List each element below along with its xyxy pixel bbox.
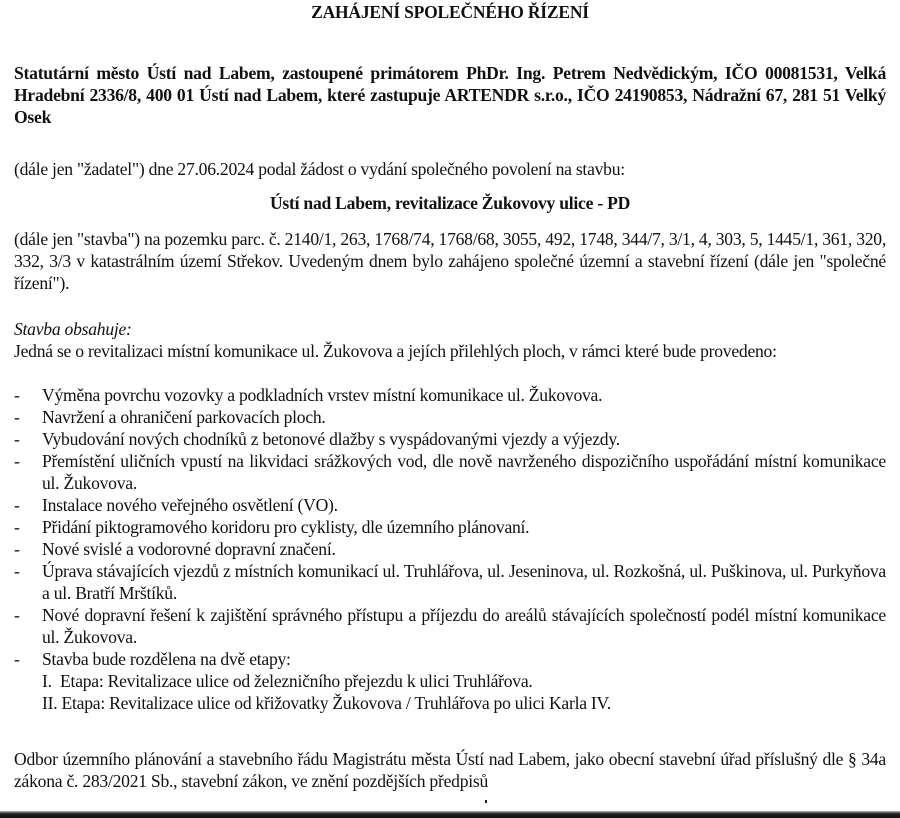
applicant-paragraph: Statutární město Ústí nad Labem, zastoupené primátorem PhDr. Ing. Petrem Nedvědickým, IČO 00081531, Velká Hradební 2336/8, 400 01 Ústí nad Labem, které zastupuje ARTENDR s.r.o., IČO 24190853, Nádražní 67, 281 51 Velký Osek	[14, 63, 886, 127]
authority-paragraph: Odbor územního plánování a stavebního řádu Magistrátu města Ústí nad Labem, jako obecní stavební úřad příslušný dle § 34a zákona č. 283/2021 Sb., stavební zákon, ve znění pozdějších předpisů	[14, 749, 886, 791]
dash-bullet: -	[14, 649, 20, 669]
list-item: - Navržení a ohraničení parkovacích ploch.	[14, 407, 326, 427]
contents-list	[14, 384, 886, 714]
dash-bullet: -	[14, 605, 20, 625]
request-paragraph: (dále jen "žadatel") dne 27.06.2024 podal žádost o vydání společného povolení na stavbu:	[14, 159, 625, 179]
page-mark	[485, 800, 487, 803]
contents-heading: Stavba obsahuje:	[14, 319, 132, 339]
parcels-paragraph: (dále jen "stavba") na pozemku parc. č. 2140/1, 263, 1768/74, 1768/68, 3055, 492, 1748, 344/7, 3/1, 4, 303, 5, 1445/1, 361, 320, 332, 3/3 v katastrálním území Střekov. Uvedeným dnem bylo zahájeno společné územní a stavební řízení (dále jen "společné řízení").	[14, 229, 886, 293]
list-item: - Přidání piktogramového koridoru pro cyklisty, dle územního plánovaní.	[14, 517, 530, 537]
document-title: ZAHÁJENÍ SPOLEČNÉHO ŘÍZENÍ	[311, 2, 589, 22]
dash-bullet: -	[14, 495, 20, 515]
dash-bullet: -	[14, 385, 20, 405]
dash-bullet: -	[14, 561, 20, 581]
dash-bullet: -	[14, 429, 20, 449]
dash-bullet: -	[14, 539, 20, 559]
project-name: Ústí nad Labem, revitalizace Žukovovy ulice - PD	[269, 193, 631, 213]
stage-item: I. Etapa: Revitalizace ulice od železničního přejezdu k ulici Truhlářova.	[42, 671, 533, 691]
list-item: - Nové svislé a vodorovné dopravní značení.	[14, 539, 336, 559]
contents-intro: Jedná se o revitalizaci místní komunikace ul. Žukovova a jejích přilehlých ploch, v rámci které bude provedeno:	[14, 341, 777, 361]
list-item: - Přemístění uličních vpustí na likvidaci srážkových vod, dle nově navrženého dispozičního uspořádání místní komunikace ul. Žukovova.	[14, 451, 886, 493]
list-item: - Instalace nového veřejného osvětlení (VO).	[14, 495, 338, 515]
stage-item: II. Etapa: Revitalizace ulice od křižovatky Žukovova / Truhlářova po ulici Karla IV.	[42, 693, 611, 713]
list-item: - Vybudování nových chodníků z betonové dlažby s vyspádovanými vjezdy a výjezdy.	[14, 429, 620, 449]
list-item: - Nové dopravní řešení k zajištění správného přístupu a příjezdu do areálů stávajících společností podél místní komunikace ul. Žukovova.	[14, 605, 886, 647]
dash-bullet: -	[14, 451, 20, 471]
list-item: - Stavba bude rozdělena na dvě etapy:	[14, 649, 291, 669]
list-item: - Výměna povrchu vozovky a podkladních vrstev místní komunikace ul. Žukovova.	[14, 385, 603, 405]
dash-bullet: -	[14, 517, 20, 537]
viewer-bottom-edge	[0, 811, 900, 818]
list-item: - Úprava stávajících vjezdů z místních komunikací ul. Truhlářova, ul. Jeseninova, ul. Rozkošná, ul. Puškinova, ul. Purkyňova a ul. Bratří Mrštíků.	[14, 561, 886, 603]
dash-bullet: -	[14, 407, 20, 427]
